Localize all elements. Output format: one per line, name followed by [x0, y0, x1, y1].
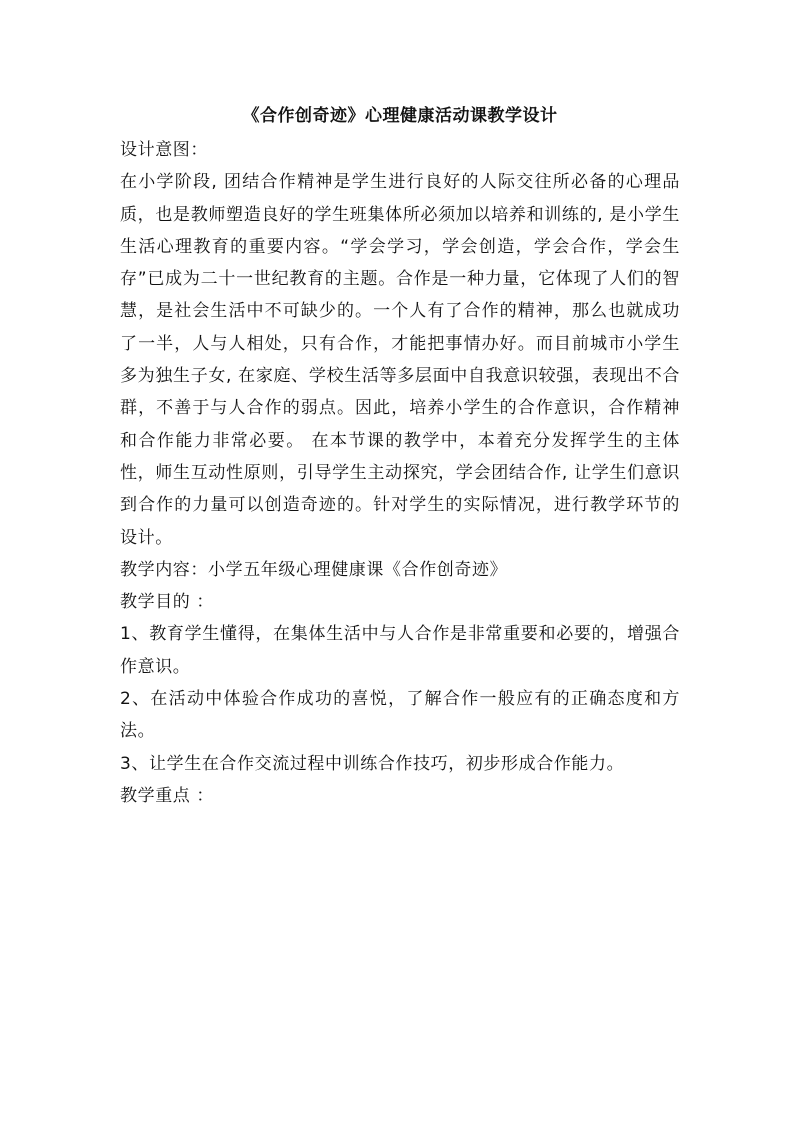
- objective-1: 1、教育学生懂得，在集体生活中与人合作是非常重要和必要的，增强合作意识。: [120, 624, 680, 677]
- document-title: 《合作创奇迹》心理健康活动课教学设计: [242, 106, 558, 126]
- objectives-label: 教学目的 ：: [120, 592, 215, 613]
- objective-3: 3、让学生在合作交流过程中训练合作技巧，初步形成合作能力。: [120, 753, 625, 774]
- objective-2: 2、在活动中体验合作成功的喜悦，了解合作一般应有的正确态度和方法。: [120, 689, 680, 742]
- design-intent-body: 在小学阶段, 团结合作精神是学生进行良好的人际交往所必备的心理品质，也是教师塑造良好的学生班集体所必须加以培养和训练的, 是小学生生活心理教育的重要内容。“学会学习，学会创造，学会合作，学会生存”已成为二十一世纪教育的主题。合作是一种力量，它体现了人们的智慧，是社会生活中不可缺少的。一个人有了合作的精神，那么也就成功了一半，人与人相处，只有合作，才能把事情办好。而目前城市小学生多为独生子女, 在家庭、学校生活等多层面中自我意识较强，表现出不合群，不善于与人合作的弱点。因此，培养小学生的合作意识，合作精神和合作能力非常必要。 在本节课的教学中，本着充分发挥学生的主体性，师生互动性原则，引导学生主动探究，学会团结合作, 让学生们意识到合作的力量可以创造奇迹的。针对学生的实际情况，进行教学环节的设计。: [120, 172, 680, 548]
- key-points-label: 教学重点 ：: [120, 785, 215, 806]
- teaching-content: 教学内容：小学五年级心理健康课《合作创奇迹》: [120, 559, 508, 580]
- document-page: [120, 102, 680, 812]
- design-intent-label: 设计意图：: [120, 140, 208, 160]
